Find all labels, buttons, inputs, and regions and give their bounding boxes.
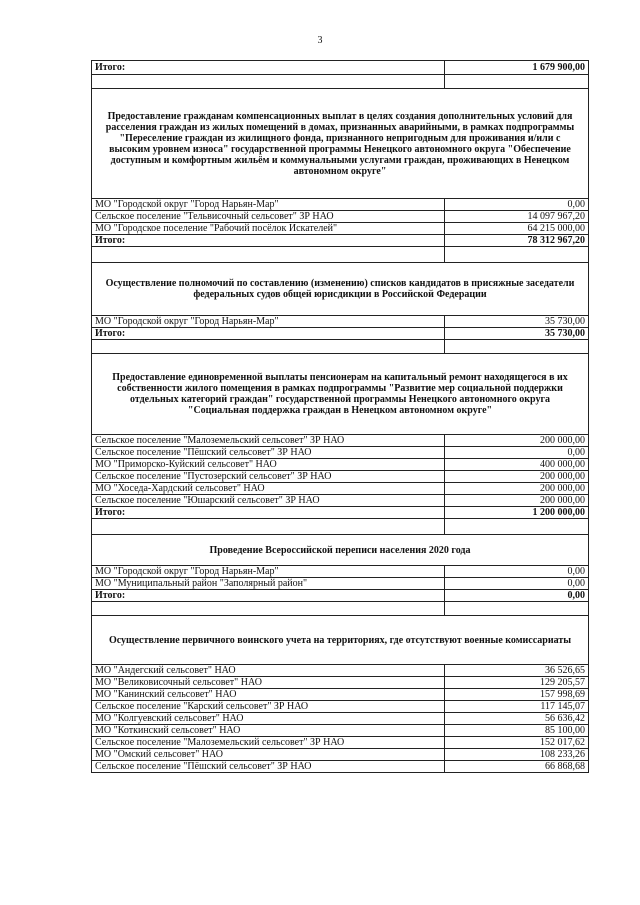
table-row (92, 435, 589, 447)
spacer-cell (445, 247, 589, 263)
amount-value: 0,00 (445, 566, 589, 578)
spacer-cell (92, 602, 445, 616)
total-value: 35 730,00 (445, 328, 589, 340)
spacer-cell (92, 75, 445, 89)
municipality-name: МО "Хоседа-Хардский сельсовет" НАО (92, 483, 445, 495)
amount-value: 14 097 967,20 (445, 211, 589, 223)
municipality-name: МО "Андегский сельсовет" НАО (92, 665, 445, 677)
municipality-name: МО "Приморско-Куйский сельсовет" НАО (92, 459, 445, 471)
section-title: Проведение Всероссийской переписи населения 2020 года (92, 535, 589, 566)
spacer-cell (445, 340, 589, 354)
municipality-name: Сельское поселение "Пёшский сельсовет" ЗР НАО (92, 761, 445, 773)
spacer-cell (445, 519, 589, 535)
table-row (92, 701, 589, 713)
amount-value: 152 017,62 (445, 737, 589, 749)
table-row (92, 749, 589, 761)
total-label: Итого: (92, 235, 445, 247)
table-row (92, 713, 589, 725)
municipality-name: Сельское поселение "Пёшский сельсовет" ЗР НАО (92, 447, 445, 459)
table-row (92, 737, 589, 749)
amount-value: 36 526,65 (445, 665, 589, 677)
total-value: 78 312 967,20 (445, 235, 589, 247)
section-header-row (92, 354, 589, 435)
section-title: Предоставление гражданам компенсационных выплат в целях создания дополнительных условий для расселения граждан из жилых помещений в домах, признанных аварийными, в рамках подпрограммы "Переселение граждан из жилищного фонда, признанного непригодным для проживания и/или с высоким уровнем износа" государственной программы Ненецкого автономного округа "Обеспечение доступным и комфортным жильём и коммунальными услугами граждан, проживающих в Ненецком автономном округе" (92, 89, 589, 199)
spacer-cell (445, 602, 589, 616)
spacer-row (92, 602, 589, 616)
amount-value: 200 000,00 (445, 483, 589, 495)
total-row (92, 328, 589, 340)
section-title: Осуществление полномочий по составлению (изменению) списков кандидатов в присяжные заседатели федеральных судов общей юрисдикции в Российской Федерации (92, 263, 589, 316)
spacer-row (92, 247, 589, 263)
amount-value: 117 145,07 (445, 701, 589, 713)
municipality-name: Сельское поселение "Малоземельский сельсовет" ЗР НАО (92, 737, 445, 749)
table-row (92, 459, 589, 471)
municipality-name: Сельское поселение "Пустозерский сельсовет" ЗР НАО (92, 471, 445, 483)
table-row (92, 447, 589, 459)
amount-value: 35 730,00 (445, 316, 589, 328)
table-row (92, 316, 589, 328)
spacer-cell (92, 340, 445, 354)
section-title: Предоставление единовременной выплаты пенсионерам на капитальный ремонт находящегося в их собственности жилого помещения в рамках подпрограммы "Развитие мер социальной поддержки отдельных категорий граждан" государственной программы Ненецкого автономного округа "Социальная поддержка граждан в Ненецком автономном округе" (92, 354, 589, 435)
table-row (92, 223, 589, 235)
municipality-name: МО "Великовисочный сельсовет" НАО (92, 677, 445, 689)
table-row (92, 495, 589, 507)
table-row (92, 761, 589, 773)
municipality-name: Сельское поселение "Тельвисочный сельсовет" ЗР НАО (92, 211, 445, 223)
municipality-name: МО "Городской округ "Город Нарьян-Мар" (92, 199, 445, 211)
section-header-row (92, 616, 589, 665)
amount-value: 0,00 (445, 578, 589, 590)
table-row (92, 211, 589, 223)
section-header-row (92, 535, 589, 566)
table-row (92, 677, 589, 689)
section-header-row (92, 89, 589, 199)
total-row (92, 507, 589, 519)
total-row (92, 235, 589, 247)
municipality-name: МО "Городской округ "Город Нарьян-Мар" (92, 566, 445, 578)
amount-value: 0,00 (445, 199, 589, 211)
municipality-name: МО "Городской округ "Город Нарьян-Мар" (92, 316, 445, 328)
total-value: 0,00 (445, 590, 589, 602)
municipality-name: МО "Коткинский сельсовет" НАО (92, 725, 445, 737)
total-value: 1 200 000,00 (445, 507, 589, 519)
municipality-name: МО "Муниципальный район "Заполярный район" (92, 578, 445, 590)
spacer-row (92, 340, 589, 354)
municipality-name: МО "Канинский сельсовет" НАО (92, 689, 445, 701)
total-label: Итого: (92, 590, 445, 602)
spacer-row (92, 75, 589, 89)
section-header-row (92, 263, 589, 316)
spacer-cell (92, 247, 445, 263)
municipality-name: Сельское поселение "Малоземельский сельсовет" ЗР НАО (92, 435, 445, 447)
amount-value: 56 636,42 (445, 713, 589, 725)
amount-value: 108 233,26 (445, 749, 589, 761)
amount-value: 200 000,00 (445, 471, 589, 483)
municipality-name: Сельское поселение "Карский сельсовет" ЗР НАО (92, 701, 445, 713)
spacer-cell (445, 75, 589, 89)
table-row (92, 471, 589, 483)
amount-value: 157 998,69 (445, 689, 589, 701)
spacer-row (92, 519, 589, 535)
total-value: 1 679 900,00 (445, 61, 589, 75)
total-label: Итого: (92, 328, 445, 340)
table-row (92, 689, 589, 701)
table-row (92, 483, 589, 495)
budget-table (91, 60, 589, 773)
page-number: 3 (317, 35, 323, 46)
amount-value: 64 215 000,00 (445, 223, 589, 235)
section-title: Осуществление первичного воинского учета на территориях, где отсутствуют военные комиссариаты (92, 616, 589, 665)
table-row (92, 199, 589, 211)
total-label: Итого: (92, 507, 445, 519)
total-row (92, 61, 589, 75)
table-row (92, 725, 589, 737)
table-row (92, 665, 589, 677)
table-row (92, 566, 589, 578)
spacer-cell (92, 519, 445, 535)
amount-value: 200 000,00 (445, 495, 589, 507)
total-label: Итого: (92, 61, 445, 75)
municipality-name: Сельское поселение "Юшарский сельсовет" ЗР НАО (92, 495, 445, 507)
amount-value: 85 100,00 (445, 725, 589, 737)
amount-value: 0,00 (445, 447, 589, 459)
total-row (92, 590, 589, 602)
municipality-name: МО "Колгуевский сельсовет" НАО (92, 713, 445, 725)
municipality-name: МО "Городское поселение "Рабочий посёлок Искателей" (92, 223, 445, 235)
municipality-name: МО "Омский сельсовет" НАО (92, 749, 445, 761)
amount-value: 400 000,00 (445, 459, 589, 471)
amount-value: 66 868,68 (445, 761, 589, 773)
amount-value: 129 205,57 (445, 677, 589, 689)
table-row (92, 578, 589, 590)
amount-value: 200 000,00 (445, 435, 589, 447)
